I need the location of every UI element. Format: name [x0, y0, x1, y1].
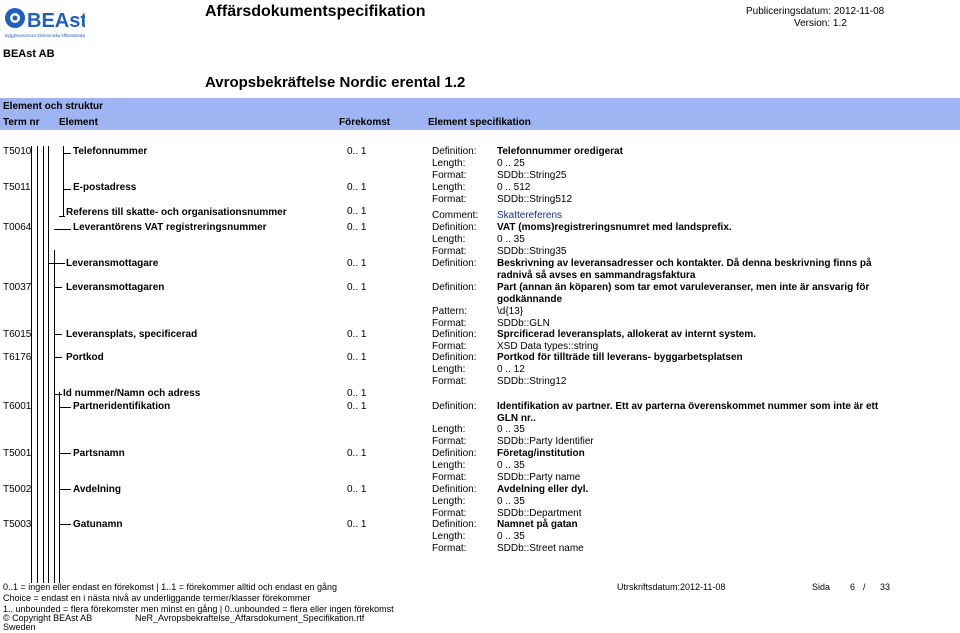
spec-value: SDDb::String35 — [497, 246, 567, 257]
occurrence: 0.. 1 — [347, 388, 367, 399]
footer-legend-occurrence: 0..1 = ingen eller endast en förekomst | 1..1 = förekommer alltid och endast en gång — [3, 582, 338, 592]
spec-value: Sprcificerad leveransplats, allokerat av internt system. — [497, 329, 757, 340]
spec-key: Definition: — [432, 329, 477, 340]
spec-value: SDDb::Street name — [497, 543, 584, 554]
occurrence: 0.. 1 — [347, 146, 367, 157]
spec-value: Namnet på gatan — [497, 519, 578, 530]
spec-key: Pattern: — [432, 306, 468, 317]
spec-value: 0 .. 35 — [497, 234, 525, 245]
spec-key: Length: — [432, 364, 466, 375]
element-name: Avdelning — [73, 484, 121, 495]
logo-text: BEAst — [27, 10, 85, 32]
spec-key: Definition: — [432, 448, 477, 459]
col-term: Term nr — [3, 117, 40, 128]
occurrence: 0.. 1 — [347, 401, 367, 412]
spec-key: Format: — [432, 472, 467, 483]
element-name: Partneridentifikation — [73, 401, 171, 412]
element-name: Leveransmottagare — [66, 258, 159, 269]
spec-value: 0 .. 35 — [497, 531, 525, 542]
spec-key: Format: — [432, 341, 467, 352]
col-element: Element — [59, 117, 98, 128]
spec-value: VAT (moms)registreringsnumret med landsprefix. — [497, 222, 732, 233]
spec-key: Format: — [432, 194, 467, 205]
spec-key: Definition: — [432, 519, 477, 530]
document-title: Affärsdokumentspecifikation — [205, 3, 426, 20]
spec-key: Format: — [432, 543, 467, 554]
version-label: Version: — [794, 18, 831, 29]
occurrence: 0.. 1 — [347, 282, 367, 293]
footer-legend-unbounded: 1.. unbounded = flera förekomster men minst en gång | 0..unbounded = flera eller ingen förekomst — [3, 604, 394, 614]
spec-value: 0 .. 35 — [497, 496, 525, 507]
spec-key: Length: — [432, 496, 466, 507]
spec-key: Length: — [432, 182, 466, 193]
occurrence: 0.. 1 — [347, 206, 367, 217]
publish-value: 2012-11-08 — [833, 6, 885, 17]
spec-key: Definition: — [432, 401, 477, 412]
term-number: T6176 — [3, 352, 32, 363]
occurrence: 0.. 1 — [347, 222, 367, 233]
print-date: 2012-11-08 — [680, 582, 726, 592]
term-number: T5002 — [3, 484, 32, 495]
spec-key: Length: — [432, 158, 466, 169]
occurrence: 0.. 1 — [347, 484, 367, 495]
page-number: 6 — [850, 582, 856, 592]
spec-value: 0 .. 35 — [497, 460, 525, 471]
spec-value: 0 .. 512 — [497, 182, 531, 193]
footer-legend-choice: Choice = endast en i nästa nivå av underliggande termer/klasser förekommer — [3, 593, 311, 603]
occurrence: 0.. 1 — [347, 182, 367, 193]
spec-value: SDDb::Party Identifier — [497, 436, 594, 447]
term-number: T5010 — [3, 146, 32, 157]
spec-value: XSD Data types::string — [497, 341, 599, 352]
page-total: 33 — [880, 582, 891, 592]
spec-value: \d{13} — [497, 306, 524, 317]
element-name: E-postadress — [73, 182, 137, 193]
version — [794, 18, 847, 29]
term-number: T5003 — [3, 519, 32, 530]
spec-key: Definition: — [432, 258, 477, 269]
version-value: 1.2 — [832, 18, 847, 29]
spec-value: Part (annan än köparen) som tar emot varuleveranser, men inte är ansvarig för godkännande — [497, 282, 870, 305]
col-occurrence: Förekomst — [339, 117, 391, 128]
element-name: Leveransplats, specificerad — [66, 329, 198, 340]
spec-key: Format: — [432, 170, 467, 181]
publish-date — [746, 6, 884, 17]
spec-value: Identifikation av partner. Ett av parterna överenskommet nummer som inte är ett GLN nr.. — [497, 401, 879, 424]
spec-value: SDDb::String512 — [497, 194, 573, 205]
page-separator: / — [863, 582, 866, 592]
occurrence: 0.. 1 — [347, 329, 367, 340]
element-name: Partsnamn — [73, 448, 125, 459]
spec-value: SDDb::GLN — [497, 318, 550, 329]
structure-title: Element och struktur — [3, 101, 104, 112]
spec-key: Format: — [432, 508, 467, 519]
spec-key: Format: — [432, 246, 467, 257]
message-title: Avropsbekräftelse Nordic erental 1.2 — [205, 74, 466, 91]
occurrence: 0.. 1 — [347, 448, 367, 459]
page-label: Sida — [812, 582, 831, 592]
spec-value: SDDb::Department — [497, 508, 582, 519]
element-name: Telefonnummer — [73, 146, 148, 157]
company-name: BEAst AB — [3, 48, 55, 60]
spec-key: Comment: — [432, 210, 479, 221]
publish-label: Publiceringsdatum: — [746, 6, 832, 17]
term-number: T0064 — [3, 222, 32, 233]
spec-value: 0 .. 35 — [497, 424, 525, 435]
footer-country: Sweden — [3, 622, 36, 632]
spec-value: Telefonnummer oredigerat — [497, 146, 623, 157]
spec-key: Format: — [432, 318, 467, 329]
spec-key: Definition: — [432, 352, 477, 363]
occurrence: 0.. 1 — [347, 519, 367, 530]
element-name: Referens till skatte- och organisationsnummer — [66, 207, 287, 218]
spec-value: SDDb::String12 — [497, 376, 567, 387]
col-spec: Element specifikation — [428, 117, 531, 128]
spec-key: Definition: — [432, 282, 477, 293]
spec-key: Definition: — [432, 222, 477, 233]
element-name: Portkod — [66, 352, 104, 363]
spec-value: Avdelning eller dyl. — [497, 484, 589, 495]
element-name: Gatunamn — [73, 519, 123, 530]
spec-value: Portkod för tillträde till leverans- byggarbetsplatsen — [497, 352, 743, 363]
spec-key: Length: — [432, 424, 466, 435]
logo-tagline: Byggbranschens Elektroniska Affärsstandard — [5, 33, 85, 38]
occurrence: 0.. 1 — [347, 258, 367, 269]
footer-filename: NeR_Avropsbekraftelse_Affarsdokument_Specifikation.rtf — [135, 613, 365, 623]
beast-logo — [3, 2, 85, 42]
spec-key: Definition: — [432, 146, 477, 157]
spec-value: Beskrivning av leveransadresser och kontakter. Då denna beskrivning finns på radnivå så avses en sammandragsfaktura — [497, 258, 872, 281]
spec-value: SDDb::String25 — [497, 170, 567, 181]
footer-copyright: © Copyright BEAst AB — [3, 613, 93, 623]
element-name: Leverantörens VAT registreringsnummer — [73, 222, 267, 233]
spec-value: Skattereferens — [497, 210, 563, 221]
term-number: T6001 — [3, 401, 32, 412]
occurrence: 0.. 1 — [347, 352, 367, 363]
spec-value: 0 .. 12 — [497, 364, 525, 375]
spec-key: Length: — [432, 460, 466, 471]
spec-value: Företag/institution — [497, 448, 585, 459]
spec-key: Definition: — [432, 484, 477, 495]
term-number: T5001 — [3, 448, 32, 459]
spec-value: 0 .. 25 — [497, 158, 525, 169]
spec-key: Length: — [432, 531, 466, 542]
spec-key: Format: — [432, 376, 467, 387]
spec-value: SDDb::Party name — [497, 472, 581, 483]
spec-key: Length: — [432, 234, 466, 245]
term-number: T0037 — [3, 282, 32, 293]
term-number: T6015 — [3, 329, 32, 340]
element-name: Leveransmottagaren — [66, 282, 165, 293]
print-label: Utrskriftsdatum: — [617, 582, 681, 592]
term-number: T5011 — [3, 182, 31, 193]
element-name: Id nummer/Namn och adress — [63, 388, 201, 399]
spec-key: Format: — [432, 436, 467, 447]
